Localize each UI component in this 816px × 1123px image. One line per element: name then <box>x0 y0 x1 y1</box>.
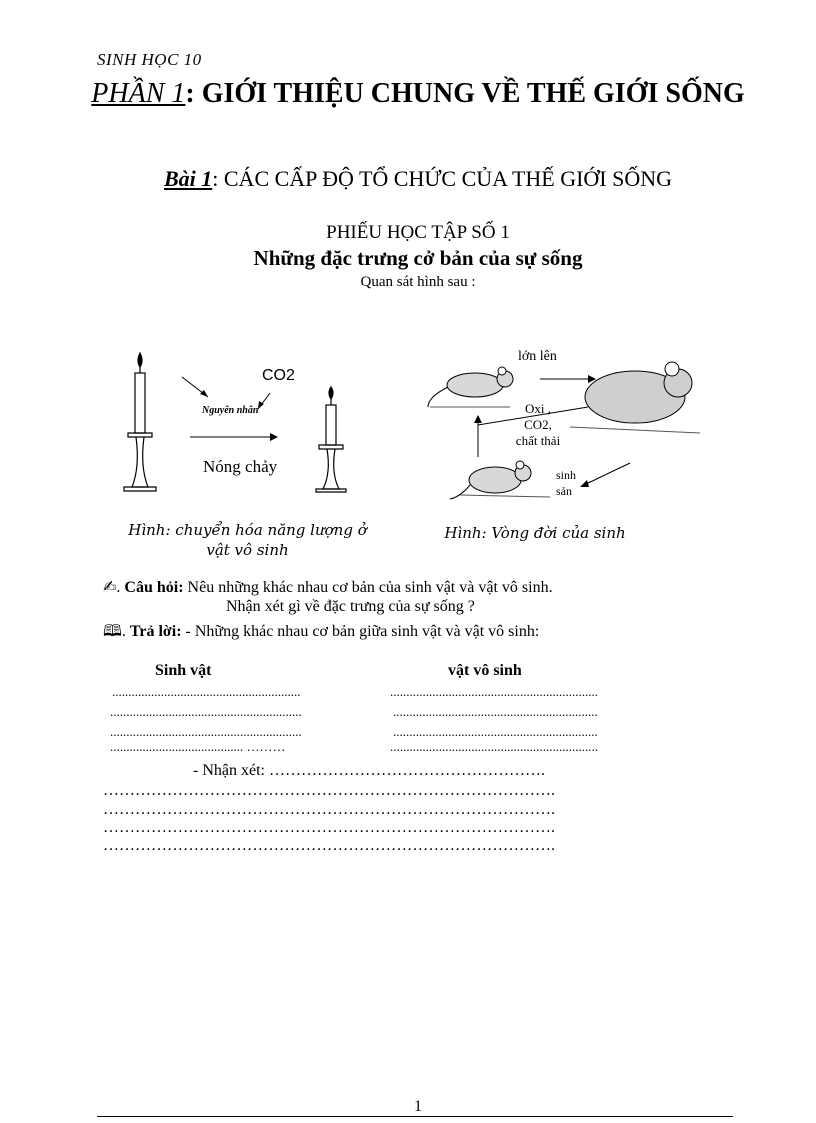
lesson-title-text: : CÁC CẤP ĐỘ TỔ CHỨC CỦA THẾ GIỚI SỐNG <box>212 166 673 191</box>
living-row-2: ........................................................... <box>110 704 302 719</box>
left-figure-caption: Hình: chuyển hóa năng lượng ở vật vô sinh <box>128 521 367 559</box>
candle-figure <box>110 345 400 505</box>
co2-right-label: CO2, <box>524 417 552 432</box>
remark-line-3: …………………………………………………………………………. <box>103 819 555 836</box>
melt-label: Nóng chảy <box>203 457 278 476</box>
nonliving-row-3: ............................................................... <box>393 724 598 739</box>
candle-short-icon <box>316 387 346 492</box>
lesson-title <box>60 166 776 192</box>
living-row-4: ......................................... ……… <box>110 739 286 754</box>
cause-label: Nguyên nhân <box>202 405 259 416</box>
answer-text: - Những khác nhau cơ bản giữa sinh vật và vật vô sinh: <box>185 623 540 640</box>
nonliving-row-2: ............................................................... <box>393 704 598 719</box>
mouse-baby-icon <box>450 461 531 499</box>
col-nonliving-header: vật vô sinh <box>448 662 522 679</box>
col-living-header: Sinh vật <box>155 662 212 679</box>
subject-label: SINH HỌC 10 <box>97 50 202 69</box>
remark-line-1: …………………………………………………………………………. <box>103 782 555 799</box>
repro-label-1: sinh <box>556 468 577 482</box>
page-number: 1 <box>414 1098 422 1115</box>
nonliving-row-1: ................................................................ <box>390 684 598 699</box>
co2-label: CO2 <box>262 367 295 384</box>
candle-tall-icon <box>124 353 156 491</box>
living-row-3: ........................................................... <box>110 724 302 739</box>
remark-line-2: …………………………………………………………………………. <box>103 801 555 818</box>
repro-label-2: sản <box>556 484 572 498</box>
part-title <box>60 76 776 111</box>
pen-icon: ✍ <box>103 577 117 596</box>
oxi-co2-label <box>508 401 568 449</box>
answer-row: 🕮. Trả lời: - Những khác nhau cơ bản giữa sinh vật và vật vô sinh: <box>103 621 540 640</box>
oxi-label: Oxi , <box>525 401 551 416</box>
arrow-repro-icon <box>584 463 630 485</box>
book-icon: 🕮 <box>103 621 122 640</box>
remark-line-4: …………………………………………………………………………. <box>103 837 555 854</box>
question-label: Câu hỏi: <box>124 579 184 596</box>
right-figure-caption: Hình: Vòng đời của sinh <box>444 524 626 542</box>
worksheet-title: PHIẾU HỌC TẬP SỐ 1 <box>326 222 510 243</box>
part-prefix: PHẦN 1 <box>91 78 186 109</box>
worksheet-subtitle: Những đặc trưng cở bản của sự sống <box>253 246 583 270</box>
waste-label: chất thải <box>515 433 561 448</box>
answer-label: Trả lời: <box>129 623 182 640</box>
grow-label: lớn lên <box>518 349 557 364</box>
footer-rule <box>97 1116 733 1117</box>
remark-label: - Nhận xét: <box>193 762 265 779</box>
question-text: Nêu những khác nhau cơ bản của sinh vật và vật vô sinh. <box>187 579 553 596</box>
nonliving-row-4: ................................................................ <box>390 739 598 754</box>
question-text-2: Nhận xét gì về đặc trưng của sự sống ? <box>226 598 475 615</box>
living-row-1: .......................................................... <box>112 684 301 699</box>
lesson-prefix: Bài 1 <box>163 166 213 191</box>
remark-dots: ……………………………………………. <box>268 762 545 779</box>
mouse-small-icon <box>428 367 513 407</box>
part-title-text: : GIỚI THIỆU CHUNG VỀ THẾ GIỚI SỐNG <box>185 78 745 109</box>
worksheet-instruction: Quan sát hình sau : <box>360 274 476 290</box>
remark-row <box>193 762 545 780</box>
question-row: ✍. Câu hỏi: Nêu những khác nhau cơ bản của sinh vật và vật vô sinh. <box>103 577 553 596</box>
repro-label <box>556 467 576 499</box>
